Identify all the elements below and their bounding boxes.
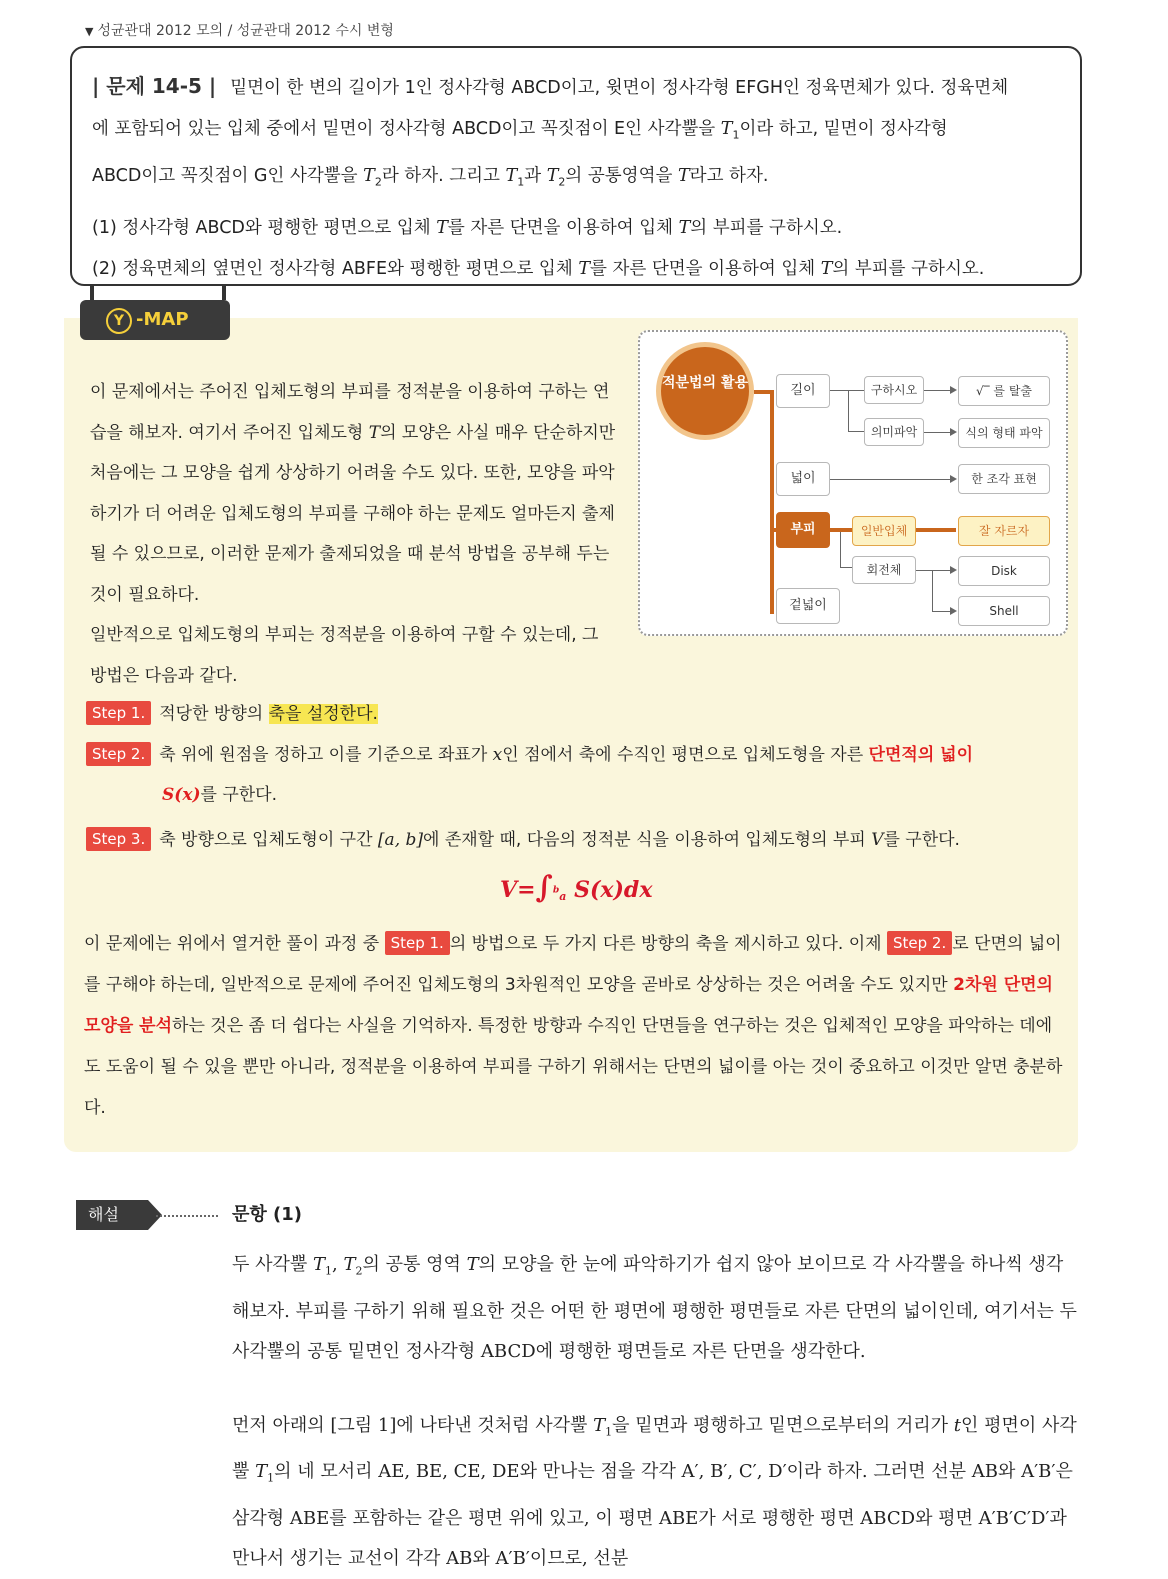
sign-post-right (222, 286, 226, 300)
ymap-paragraph-1: 이 문제에서는 주어진 입체도형의 부피를 정적분을 이용하여 구하는 연습을 해보자. 여기서 주어진 입체도형 T의 모양은 사실 매우 단순하지만 처음에는 그 모양을 쉽게 상상하기 어려울 수도 있다. 또한, 모양을 파악하기가 더 어려운 입체도형의 부피를 구해야 하는 문제도 얼마든지 출제될 수 있으므로, 이러한 문제가 출제되었을 때 분석 방법을 공부해 두는 것이 필요하다. (90, 382, 616, 605)
node-volume: 부피 (776, 512, 830, 548)
node-shell: Shell (958, 596, 1050, 626)
arrow-icon (950, 475, 957, 483)
connector (770, 390, 774, 614)
integral-limits: $^b_a$ (552, 884, 567, 904)
step-badge: Step 1. (86, 701, 151, 725)
ymap-conclusion: 이 문제에는 위에서 열거한 풀이 과정 중 Step 1. 의 방법으로 두 가지 다른 방향의 축을 제시하고 있다. 이제 Step 2. 로 단면의 넓이를 구해야 하는데, 일반적으로 문제에 주어진 입체도형의 3차원적인 모양을 곧바로 상상하는 것은 어려울 수도 있지만 2차원 단면의 모양을 분석하는 것은 좀 더 쉽다는 사실을 기억하자. 특정한 방향과 수직인 단면들을 연구하는 것은 입체적인 모양을 파악하는 데에도 도움이 될 수 있을 뿐만 아니라, 정적분을 이용하여 부피를 구하기 위해서는 단면의 넓이를 아는 것이 중요하고 이것만 알면 충분하다. (84, 924, 1068, 1129)
triangle-icon: ▼ (85, 25, 94, 38)
node-cut: 잘 자르자 (958, 516, 1050, 546)
problem-box (70, 46, 1082, 286)
ymap-paragraph-2: 일반적으로 입체도형의 부피는 정적분을 이용하여 구할 수 있는데, 그 방법은 다음과 같다. (90, 625, 599, 686)
ymap-logo-icon: Y (106, 308, 132, 334)
solution-body (232, 1245, 1078, 1579)
connector (924, 390, 950, 391)
node-disk: Disk (958, 556, 1050, 586)
problem-line-3: ABCD이고 꼭짓점이 G인 사각뿔을 $T_2$라 하자. 그리고 $T_1$과 $T_2$의 공통영역을 T라고 하자. (92, 165, 769, 188)
step-badge: Step 1. (385, 931, 450, 955)
connector (848, 431, 864, 432)
connector (830, 528, 852, 532)
connector (924, 432, 950, 433)
solution-paragraph-2: 먼저 아래의 [그림 1]에 나타낸 것처럼 사각뿔 $T_1$을 밑면과 평행하고 밑면으로부터의 거리가 t인 평면이 사각뿔 $T_1$의 네 모서리 AE, BE, CE, DE와 만나는 점을 각각 A′, B′, C′, D′이라 하자. 그러면 선분 AB와 A′B′은 삼각형 ABE를 포함하는 같은 평면 위에 있고, 이 평면 ABE가 서로 평행한 평면 ABCD와 평면 A′B′C′D′과 만나서 생기는 교선이 각각 AB와 A′B′이므로, 선분 (232, 1414, 1077, 1569)
node-general: 일반입체 (852, 516, 916, 546)
node-root: √‾ 를 탈출 (958, 376, 1050, 406)
node-rotation: 회전체 (852, 556, 916, 584)
solution-heading: 문항 (1) (232, 1204, 303, 1225)
problem-line-1: | 문제 14-5 | 밑면이 한 변의 길이가 1인 정사각형 ABCD이고, 윗면이 정사각형 EFGH인 정육면체가 있다. 정육면체 (92, 74, 1009, 98)
connector (916, 570, 950, 571)
connector (848, 390, 849, 432)
mindmap (638, 330, 1068, 636)
step-3: Step 3. 축 방향으로 입체도형이 구간 [a, b]에 존재할 때, 다음의 정적분 식을 이용하여 입체도형의 부피 V를 구한다. (86, 820, 960, 860)
sign-post-left (90, 286, 94, 300)
solution-paragraph-1: 두 사각뿔 $T_1$, $T_2$의 공통 영역 T의 모양을 한 눈에 파악하기가 쉽지 않아 보이므로 각 사각뿔을 하나씩 생각해보자. 부피를 구하기 위해 필요한 것은 어떤 한 평면에 평행한 평면들로 자른 단면의 넓이인데, 여기서는 두 사각뿔의 공통 밑면인 정사각형 ABCD에 평행한 평면들로 자른 단면을 생각한다. (232, 1254, 1077, 1362)
connector (830, 390, 864, 391)
node-area: 넓이 (776, 462, 830, 496)
node-find: 구하시오 (864, 376, 924, 404)
arrow-icon (950, 428, 957, 436)
step-1: Step 1. 적당한 방향의 축을 설정한다. (86, 694, 378, 734)
node-surface: 겉넓이 (776, 588, 840, 624)
step-2: Step 2. 축 위에 원점을 정하고 이를 기준으로 좌표가 x인 점에서 축에 수직인 평면으로 입체도형을 자른 단면적의 넓이 (86, 735, 1070, 775)
arrow-icon (950, 566, 957, 574)
arrow-icon (950, 607, 957, 615)
connector (932, 570, 933, 612)
solution-tag: 해설 (76, 1200, 148, 1230)
ymap-intro (90, 372, 620, 696)
step-badge: Step 2. (887, 931, 952, 955)
connector (916, 528, 956, 532)
arrow-icon (950, 386, 957, 394)
node-piece: 한 조각 표현 (958, 464, 1050, 494)
connector (840, 532, 841, 568)
question-2: (2) 정육면체의 옆면인 정사각형 ABFE와 평행한 평면으로 입체 T를 자른 단면을 이용하여 입체 T의 부피를 구하시오. (92, 259, 985, 279)
volume-formula: V=∫$^b_a$ S(x)dx (500, 870, 653, 905)
connector (830, 479, 950, 480)
problem-tag: | 문제 14-5 | (92, 74, 217, 98)
connector (840, 567, 852, 568)
question-1: (1) 정사각형 ABCD와 평행한 평면으로 입체 T를 자른 단면을 이용하여 입체 T의 부피를 구하시오. (92, 218, 843, 238)
node-meaning: 의미파악 (864, 418, 924, 446)
step-2-cont: S(x)를 구한다. (162, 785, 277, 805)
ymap-badge: Y -MAP (80, 300, 230, 340)
node-form: 식의 형태 파악 (958, 418, 1050, 448)
node-length: 길이 (776, 374, 830, 408)
divider (156, 1215, 218, 1217)
connector (932, 611, 950, 612)
mindmap-center: 적분법의 활용 (656, 342, 754, 440)
problem-line-2: 에 포함되어 있는 입체 중에서 밑면이 정사각형 ABCD이고 꼭짓점이 E인 사각뿔을 $T_1$이라 하고, 밑면이 정사각형 (92, 119, 948, 142)
step-badge: Step 3. (86, 827, 151, 851)
source-line: ▼ 성균관대 2012 모의 / 성균관대 2012 수시 변형 (85, 23, 394, 39)
step-badge: Step 2. (86, 742, 151, 766)
